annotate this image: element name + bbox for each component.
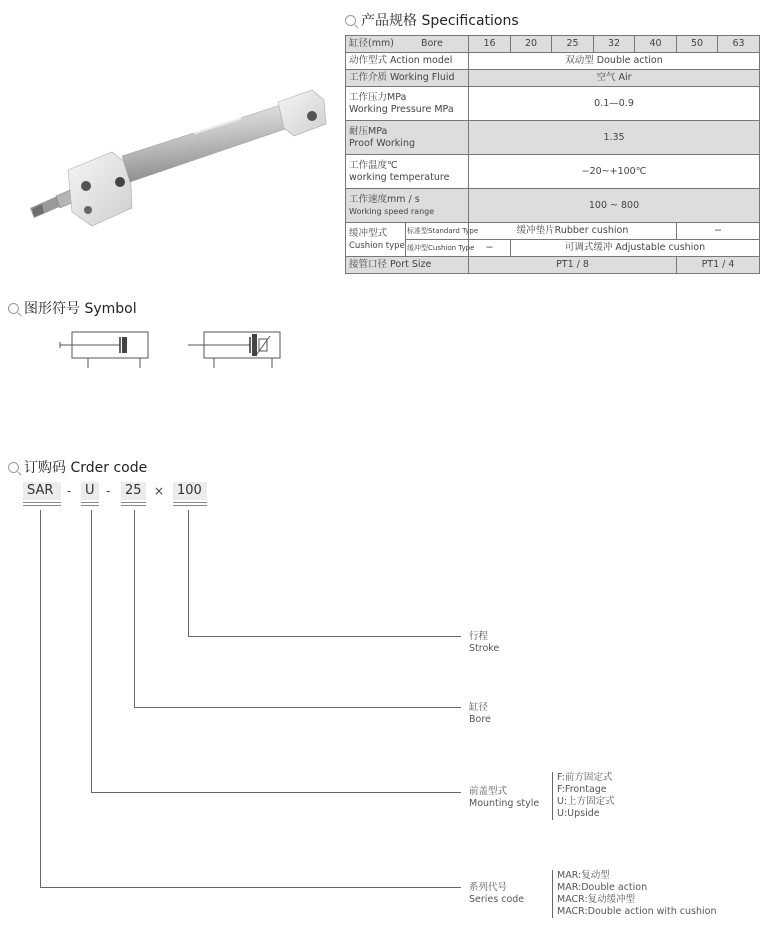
search-icon [8,462,19,473]
series-options: MAR:复动型 MAR:Double action MACR:复动缓冲型 MACR:Double action with cushion [557,870,717,917]
code-separator: - [106,484,111,498]
bore-value: 32 [594,36,635,53]
bore-label-cell: 缸径(mm) Bore [346,36,469,53]
bore-label: 缸径 Bore [469,702,491,725]
order-section-title [8,457,147,477]
pressure-value: 0.1—0.9 [469,87,760,121]
temperature-value: −20~+100℃ [469,155,760,189]
cushion-standard-value: 缓冲垫片Rubber cushion [469,223,677,240]
bore-value: 40 [635,36,677,53]
order-title-text: 订购码 Crder code [24,460,148,476]
table-row [346,257,760,274]
series-leader-v [40,510,41,887]
speed-value: 100 ~ 800 [469,189,760,223]
code-mounting: U [81,482,99,500]
table-row [346,87,760,121]
series-label: 系列代号 Series code [469,882,525,905]
action-label: 动作型式 Action model [346,53,469,70]
code-separator: - [67,484,72,498]
cushion-standard-dash: − [677,223,760,240]
mounting-options: F:前方固定式 F:Frontage U:上方固定式 U:Upside [557,772,615,819]
search-icon [8,303,19,314]
bore-value: 63 [718,36,760,53]
rear-cover-block [278,90,326,136]
symbol-double-action [60,326,160,370]
series-options-bar [552,870,553,918]
stroke-leader-h [188,636,461,637]
speed-label: 工作速度mm / s Working speed range [346,189,469,223]
table-row [346,155,760,189]
search-icon [345,15,356,26]
code-bore: 25 [121,482,146,500]
front-cover-block [68,152,132,226]
stroke-label: 行程 Stroke [469,631,500,654]
symbol-title-text: 图形符号 Symbol [24,301,137,317]
code-stroke: 100 [173,482,207,500]
bore-value: 50 [677,36,718,53]
mounting-options-bar [552,772,553,820]
cushion-standard-label: 标准型Standard Type [406,223,469,240]
bore-value: 16 [469,36,511,53]
symbol-adjustable-cushion [188,326,288,370]
cushion-adjustable-label: 缓冲型Cushion Type [406,240,469,257]
code-separator: × [154,484,165,498]
spec-section-title [345,10,519,30]
bore-value: 25 [552,36,594,53]
piston-rod [30,190,74,218]
symbol-section-title [8,298,137,318]
port-label: 接管口径 Port Size [346,257,469,274]
pressure-label: 工作压力MPa Working Pressure MPa [346,87,469,121]
fluid-label: 工作介质 Working Fluid [346,70,469,87]
bore-leader-h [134,707,461,708]
table-row [346,70,760,87]
table-row [346,189,760,223]
table-row [346,53,760,70]
cushion-adjustable-value: 可调式缓冲 Adjustable cushion [511,240,760,257]
cushion-label: 缓冲型式 Cushion type [346,223,406,257]
temperature-label: 工作温度℃ working temperature [346,155,469,189]
table-row [346,121,760,155]
code-series: SAR [23,482,61,500]
mounting-label: 前盖型式 Mounting style [469,786,540,809]
mounting-leader-h [91,792,461,793]
stroke-leader-v [188,510,189,636]
specifications-table [345,35,760,274]
port-value-small: PT1 / 8 [469,257,677,274]
bore-value: 20 [511,36,552,53]
table-row [346,36,760,53]
proof-value: 1.35 [469,121,760,155]
table-row [346,240,760,257]
spec-title-text: 产品规格 Specifications [361,13,519,29]
cylinder-product-image [22,90,332,230]
action-value: 双动型 Double action [469,53,760,70]
cushion-adjustable-dash: − [469,240,511,257]
mounting-leader-v [91,510,92,792]
table-row [346,223,760,240]
port-value-large: PT1 / 4 [677,257,760,274]
fluid-value: 空气 Air [469,70,760,87]
series-leader-h [40,887,461,888]
bore-leader-v [134,510,135,707]
cylinder-barrel [122,104,294,182]
proof-label: 耐压MPa Proof Working [346,121,469,155]
